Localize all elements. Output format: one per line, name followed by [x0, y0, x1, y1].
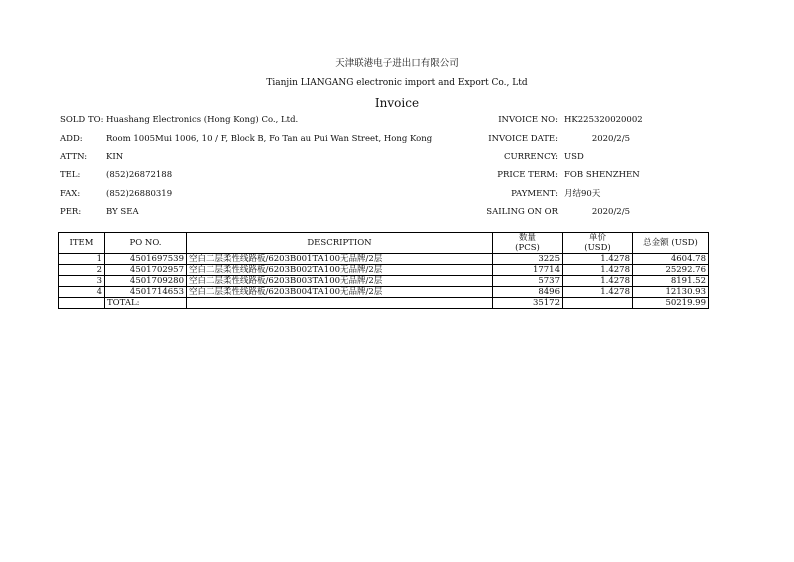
invoice-items-table	[58, 232, 709, 309]
description-cell: 空白二层柔性线路板/6203B004TA100无品牌/2层	[187, 287, 493, 298]
invoice-no-label: INVOICE NO:	[498, 115, 558, 125]
currency-label: CURRENCY:	[503, 152, 558, 162]
unit-price-cell: 1.4278	[563, 287, 633, 298]
payment-value: 月结90天	[564, 189, 601, 199]
table-row	[59, 265, 709, 276]
item-cell: 1	[59, 254, 105, 265]
header-quantity-title: 数量	[518, 233, 536, 243]
address-value: Room 1005Mui 1006, 10 / F, Block B, Fo Tan au Pui Wan Street, Hong Kong	[106, 134, 433, 144]
per-value: BY SEA	[106, 207, 139, 217]
attn-label: ATTN:	[60, 152, 88, 162]
amount-cell: 4604.78	[633, 254, 709, 265]
payment-label: PAYMENT:	[511, 189, 558, 199]
tel-value: (852)26872188	[106, 170, 173, 180]
total-description-cell	[187, 298, 493, 309]
invoice-date-value: 2020/2/5	[591, 134, 630, 144]
document-title: Invoice	[374, 96, 420, 110]
table-row	[59, 276, 709, 287]
sailing-label: SAILING ON OR	[486, 207, 558, 217]
per-label: PER:	[60, 207, 82, 217]
total-amount: 50219.99	[633, 298, 709, 309]
unit-price-cell: 1.4278	[563, 254, 633, 265]
unit-price-cell: 1.4278	[563, 276, 633, 287]
quantity-cell: 3225	[493, 254, 563, 265]
header-unit-price-title: 单价	[588, 233, 606, 243]
total-label: TOTAL:	[105, 298, 187, 309]
company-name-en: Tianjin LIANGANG electronic import and Export Co., Ltd	[266, 78, 528, 88]
total-quantity: 35172	[493, 298, 563, 309]
total-item-cell	[59, 298, 105, 309]
invoice-date-label: INVOICE DATE:	[488, 134, 558, 144]
header-po-no: PO NO.	[105, 233, 187, 254]
price-term-value: FOB SHENZHEN	[564, 170, 640, 180]
quantity-cell: 8496	[493, 287, 563, 298]
table-header-row	[59, 233, 709, 254]
table-total-row	[59, 298, 709, 309]
amount-cell: 8191.52	[633, 276, 709, 287]
header-quantity-unit: (PCS)	[515, 243, 540, 253]
tel-label: TEL:	[60, 170, 81, 180]
quantity-cell: 5737	[493, 276, 563, 287]
description-cell: 空白二层柔性线路板/6203B003TA100无品牌/2层	[187, 276, 493, 287]
po-cell: 4501709280	[105, 276, 187, 287]
fax-label: FAX:	[60, 189, 81, 199]
quantity-cell: 17714	[493, 265, 563, 276]
header-unit-price	[563, 233, 633, 254]
table-row	[59, 287, 709, 298]
fax-value: (852)26880319	[106, 189, 173, 199]
attn-value: KIN	[106, 152, 124, 162]
item-cell: 4	[59, 287, 105, 298]
total-unit-price-cell	[563, 298, 633, 309]
po-cell: 4501714653	[105, 287, 187, 298]
address-label: ADD:	[60, 134, 83, 144]
description-cell: 空白二层柔性线路板/6203B002TA100无品牌/2层	[187, 265, 493, 276]
header-description: DESCRIPTION	[187, 233, 493, 254]
description-cell: 空白二层柔性线路板/6203B001TA100无品牌/2层	[187, 254, 493, 265]
currency-value: USD	[564, 152, 584, 162]
sold-to-label: SOLD TO:	[60, 115, 104, 125]
item-cell: 3	[59, 276, 105, 287]
header-item: ITEM	[59, 233, 105, 254]
price-term-label: PRICE TERM:	[497, 170, 558, 180]
sold-to-value: Huashang Electronics (Hong Kong) Co., Ltd.	[106, 115, 299, 125]
company-name-cn: 天津联港电子进出口有限公司	[335, 58, 459, 69]
unit-price-cell: 1.4278	[563, 265, 633, 276]
amount-cell: 25292.76	[633, 265, 709, 276]
header-unit-price-unit: (USD)	[584, 243, 611, 253]
item-cell: 2	[59, 265, 105, 276]
po-cell: 4501697539	[105, 254, 187, 265]
po-cell: 4501702957	[105, 265, 187, 276]
header-amount: 总金额 (USD)	[633, 233, 709, 254]
invoice-no-value: HK225320020002	[564, 115, 643, 125]
table-row	[59, 254, 709, 265]
sailing-value: 2020/2/5	[591, 207, 630, 217]
amount-cell: 12130.93	[633, 287, 709, 298]
header-quantity	[493, 233, 563, 254]
